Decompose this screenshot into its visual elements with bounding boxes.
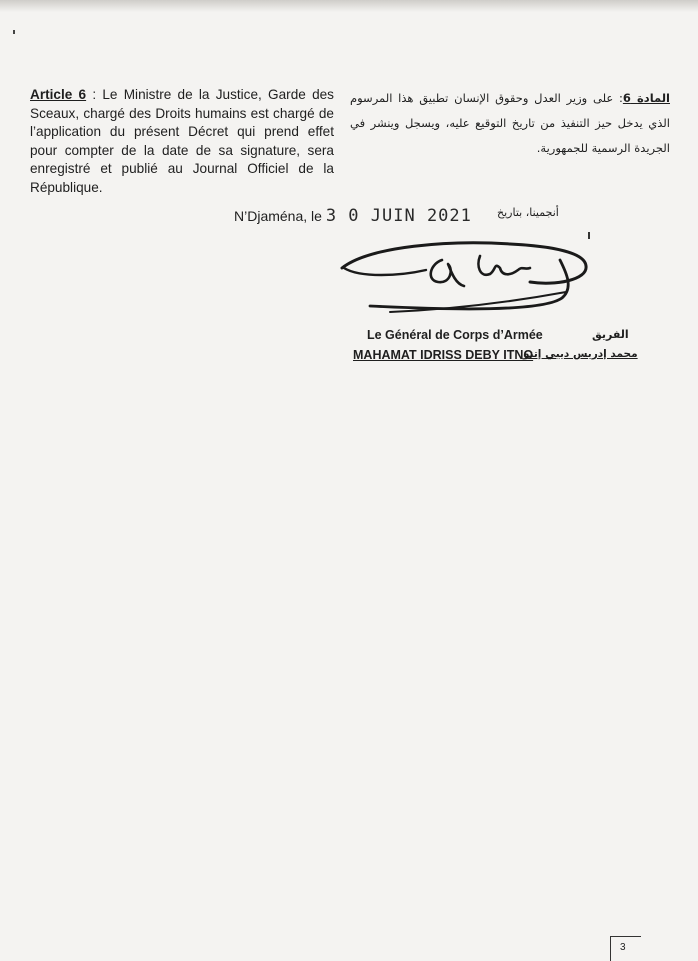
date-prefix: N’Djaména, le xyxy=(234,208,322,224)
handwritten-signature xyxy=(330,226,600,326)
date-arabic: أنجمينا، بتاريخ xyxy=(497,206,559,219)
article-ar-text: : على وزير العدل وحقوق الإنسان تطبيق هذا المرسوم الذي يدخل حيز التنفيذ من تاريخ التوقيع عليه، ويسجل وينشر في الجريدة الرسمية للجمهورية. xyxy=(350,91,670,155)
signatory-name-ar: محمد إدريس ديبي إتنو xyxy=(523,348,638,360)
article-ar-label: المادة 6 xyxy=(622,91,670,105)
scan-edge-shadow xyxy=(0,0,698,12)
article-ar xyxy=(350,86,670,161)
article-fr-text: : Le Ministre de la Justice, Garde des Sceaux, chargé des Droits humains est chargé de l’application du présent Décret qui prend effet pour compter de la date de sa signature, sera enregistré et publié au Journal Officiel de la République. xyxy=(30,87,334,195)
article-fr xyxy=(30,86,334,198)
page-number: 3 xyxy=(620,942,626,953)
signatory-title-ar: الفريق xyxy=(592,328,629,341)
signatory-name-fr: MAHAMAT IDRISS DEBY ITNO xyxy=(353,348,534,362)
date-stamp: 3 0 JUIN 2021 xyxy=(325,206,472,226)
scan-speck xyxy=(13,30,15,34)
signatory-title-fr: Le Général de Corps d’Armée xyxy=(367,328,543,342)
date-line xyxy=(234,206,472,226)
article-fr-label: Article 6 xyxy=(30,87,87,102)
